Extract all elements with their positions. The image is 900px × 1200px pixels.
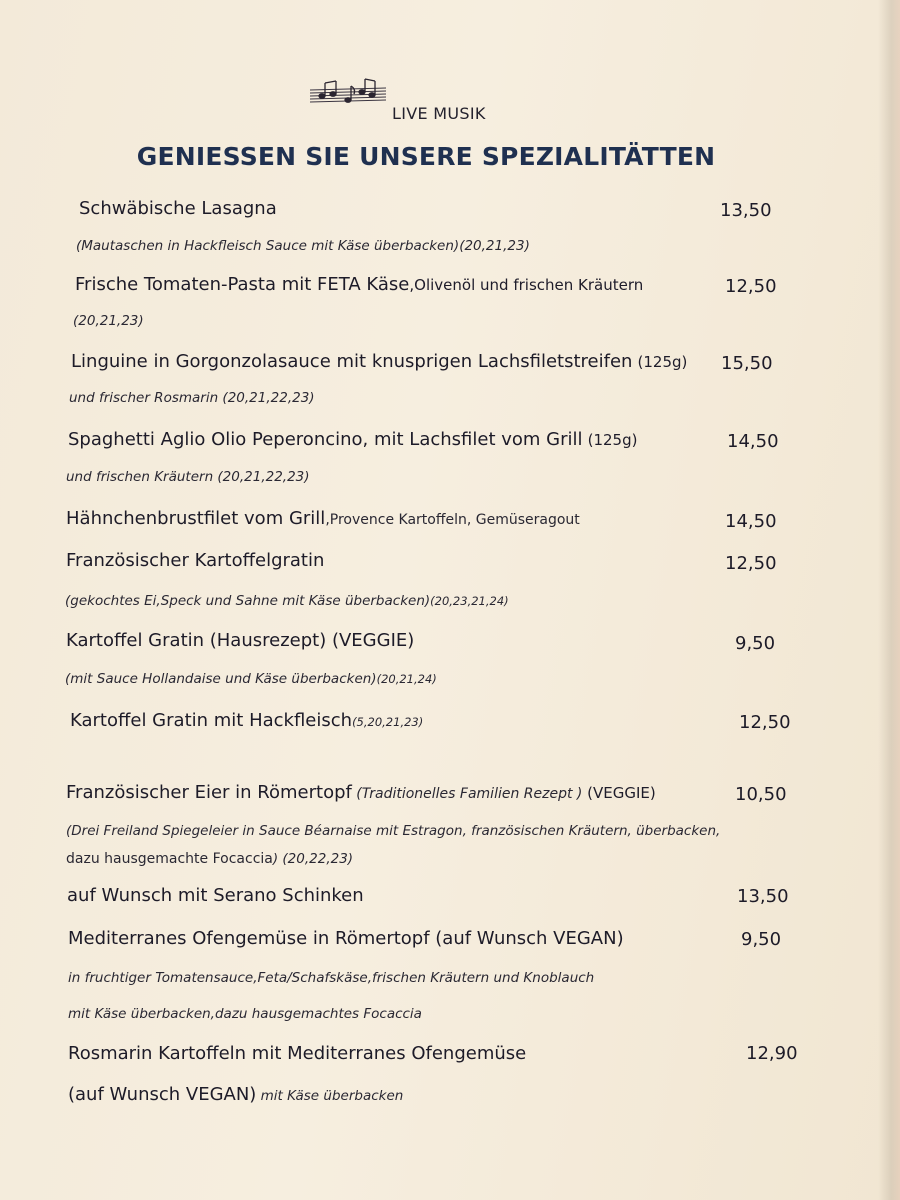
allergen-codes: (5,20,21,23) bbox=[352, 715, 424, 729]
dish-name: Rosmarin Kartoffeln mit Mediterranes Ofengemüse bbox=[68, 1043, 527, 1064]
dish-tag: (auf Wunsch VEGAN) bbox=[68, 1084, 257, 1105]
dish-line bbox=[66, 508, 580, 529]
dish-tag: (VEGGIE) bbox=[582, 784, 656, 802]
dish-line bbox=[68, 429, 637, 450]
dish-note: und frischer Rosmarin (20,21,22,23) bbox=[69, 390, 315, 406]
allergen-codes: ) (20,22,23) bbox=[272, 851, 354, 867]
dish-note-text: dazu hausgemachte Focaccia bbox=[66, 851, 273, 867]
dish-price: 12,50 bbox=[739, 712, 791, 733]
dish-price: 12,50 bbox=[725, 276, 777, 297]
dish-note: (Mautaschen in Hackfleisch Sauce mit Käse überbacken)(20,21,23) bbox=[76, 238, 530, 254]
dish-price: 10,50 bbox=[735, 784, 787, 805]
dish-note: (Drei Freiland Spiegeleier in Sauce Béarnaise mit Estragon, französischen Kräutern, überbacken, bbox=[66, 823, 721, 839]
dish-name: Frische Tomaten-Pasta mit FETA Käse bbox=[75, 274, 410, 295]
dish-line bbox=[70, 710, 423, 731]
dish-line bbox=[75, 274, 643, 295]
dish-price: 12,90 bbox=[746, 1043, 798, 1064]
allergen-codes: (20,21,24) bbox=[376, 672, 437, 686]
dish-name: Französischer Kartoffelgratin bbox=[66, 550, 325, 571]
page-title: GENIESSEN SIE UNSERE SPEZIALITÄTTEN bbox=[136, 142, 716, 171]
dish-name: Hähnchenbrustfilet vom Grill bbox=[66, 508, 326, 529]
dish-name: Mediterranes Ofengemüse in Römertopf (auf Wunsch VEGAN) bbox=[68, 928, 624, 949]
dish-description: ,Provence Kartoffeln, Gemüseragout bbox=[325, 512, 580, 528]
dish-note: (20,21,23) bbox=[73, 313, 144, 329]
dish-price: 9,50 bbox=[735, 633, 776, 654]
dish-note: und frischen Kräutern (20,21,22,23) bbox=[66, 469, 310, 485]
dish-note: in fruchtiger Tomatensauce,Feta/Schafskäse,frischen Kräutern und Knoblauch bbox=[68, 970, 595, 986]
dish-price: 9,50 bbox=[741, 929, 782, 950]
dish-line bbox=[66, 782, 656, 803]
dish-name: auf Wunsch mit Serano Schinken bbox=[67, 885, 364, 906]
dish-line bbox=[68, 1084, 403, 1105]
dish-note-text: (mit Sauce Hollandaise und Käse überbacken) bbox=[65, 671, 377, 687]
dish-name: Kartoffel Gratin mit Hackfleisch bbox=[70, 710, 353, 731]
dish-name: Spaghetti Aglio Olio Peperoncino, mit Lachsfilet vom Grill bbox=[68, 429, 583, 450]
music-notes-icon bbox=[308, 76, 388, 110]
dish-note: mit Käse überbacken,dazu hausgemachtes Focaccia bbox=[68, 1006, 422, 1022]
dish-weight: (125g) bbox=[587, 431, 638, 449]
dish-note-text: (gekochtes Ei,Speck und Sahne mit Käse überbacken) bbox=[65, 593, 431, 609]
dish-price: 14,50 bbox=[725, 511, 777, 532]
dish-price: 12,50 bbox=[725, 553, 777, 574]
allergen-codes: (20,23,21,24) bbox=[430, 594, 509, 608]
dish-name: Französischer Eier in Römertopf bbox=[66, 782, 352, 803]
dish-price: 14,50 bbox=[727, 431, 779, 452]
dish-note bbox=[65, 671, 437, 687]
dish-name: Linguine in Gorgonzolasauce mit knusprigen Lachsfiletstreifen bbox=[71, 351, 633, 372]
page-edge-shadow bbox=[878, 0, 900, 1200]
live-music-label: LIVE MUSIK bbox=[392, 104, 486, 123]
dish-subtitle: (Traditionelles Familien Rezept ) bbox=[351, 786, 583, 802]
dish-note-continued bbox=[66, 848, 353, 867]
dish-price: 13,50 bbox=[720, 200, 772, 221]
dish-price: 15,50 bbox=[721, 353, 773, 374]
dish-note bbox=[65, 593, 509, 609]
dish-description: ,Olivenöl und frischen Kräutern bbox=[409, 276, 644, 294]
dish-name: Kartoffel Gratin (Hausrezept) (VEGGIE) bbox=[66, 630, 415, 651]
dish-note: mit Käse überbacken bbox=[256, 1088, 404, 1104]
dish-name: Schwäbische Lasagna bbox=[79, 198, 277, 219]
dish-line bbox=[71, 351, 687, 372]
menu-header bbox=[0, 72, 900, 132]
dish-price: 13,50 bbox=[737, 886, 789, 907]
dish-weight: (125g) bbox=[637, 353, 688, 371]
